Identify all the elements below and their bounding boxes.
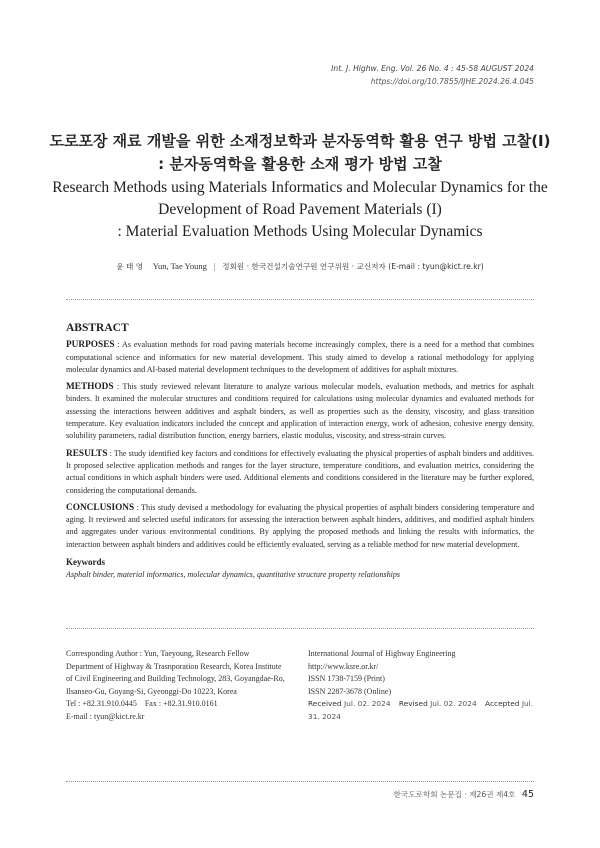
footer-journal-volume: 한국도로학회 논문집 · 제26권 제4호 bbox=[393, 790, 516, 799]
journal-citation: Int. J. Highw. Eng. Vol. 26 No. 4 : 45-58 AUGUST 2024 bbox=[331, 64, 534, 73]
author-affiliation: 정회원 · 한국건설기술연구원 연구위원 · 교신저자 (E-mail : tyun@kict.re.kr) bbox=[222, 262, 484, 271]
revised-label: Revised bbox=[398, 699, 428, 709]
journal-header bbox=[331, 62, 534, 88]
methods-paragraph bbox=[66, 381, 534, 442]
divider-bottom bbox=[66, 781, 534, 782]
conclusions-paragraph bbox=[66, 502, 534, 551]
received-label: Received bbox=[308, 699, 342, 709]
english-title-line-3: : Material Evaluation Methods Using Molecular Dynamics bbox=[117, 223, 483, 240]
correspondence-block bbox=[66, 648, 306, 724]
fax-number: Fax : +82.31.910.0161 bbox=[144, 699, 218, 709]
issn-online: ISSN 2287-3678 (Online) bbox=[308, 686, 392, 696]
journal-name: International Journal of Highway Engineering bbox=[308, 649, 456, 658]
purposes-paragraph bbox=[66, 339, 534, 376]
publication-dates bbox=[308, 698, 538, 723]
journal-url[interactable]: http://www.ksre.or.kr/ bbox=[308, 661, 379, 671]
conclusions-text: : This study devised a methodology for evaluating the physical properties of asphalt binders considering temperature and aging. It reviewed and selected useful indicators for assessing the interaction between asphalt binders, additives, and modified asphalt binders and aggregates under various environmental conditions. By applying the proposed methods and linking the results with informatics, the interaction between asphalt binders and additives could be efficiently evaluated, serving as a reliable method for new material development. bbox=[66, 502, 534, 549]
english-title-line-2: Development of Road Pavement Materials (I) bbox=[158, 201, 442, 218]
purposes-label: PURPOSES bbox=[66, 340, 115, 351]
correspondence-line-2: Department of Highway & Trasnporation Research, Korea Institute bbox=[66, 661, 282, 671]
abstract-section bbox=[66, 322, 534, 582]
author-separator: | bbox=[213, 262, 216, 271]
conclusions-label: CONCLUSIONS bbox=[66, 502, 135, 513]
results-paragraph bbox=[66, 448, 534, 497]
correspondence-line-3: of Civil Engineering and Building Technology, 283, Goyangdae-Ro, bbox=[66, 674, 285, 684]
author-name-korean: 윤 태 영 bbox=[116, 262, 144, 271]
page-footer bbox=[394, 789, 534, 800]
issn-print: ISSN 1738-7159 (Print) bbox=[308, 674, 385, 684]
keywords-heading: Keywords bbox=[66, 557, 105, 568]
author-line bbox=[0, 261, 600, 272]
received-date: Jul. 02. 2024 bbox=[344, 699, 391, 709]
page-number: 45 bbox=[521, 789, 534, 800]
keywords-list: Asphalt binder, material informatics, molecular dynamics, quantitative structure property relationships bbox=[66, 570, 401, 580]
korean-title bbox=[0, 130, 600, 176]
revised-date: Jul. 02. 2024 bbox=[430, 699, 477, 709]
abstract-heading: ABSTRACT bbox=[66, 322, 129, 334]
english-title-line-1: Research Methods using Materials Informatics and Molecular Dynamics for the bbox=[52, 179, 548, 196]
divider-top bbox=[66, 299, 534, 300]
korean-title-line-1: 도로포장 재료 개발을 위한 소재정보학과 분자동역학 활용 연구 방법 고찰(I) bbox=[49, 132, 551, 150]
correspondence-email[interactable]: E-mail : tyun@kict.re.kr bbox=[66, 711, 145, 721]
korean-title-line-2: : 분자동역학을 활용한 소재 평가 방법 고찰 bbox=[158, 155, 442, 173]
contact-phone-fax bbox=[66, 698, 306, 711]
purposes-text: : As evaluation methods for road paving materials become increasingly complex, there is a need for a method that combines computational science and informatics for new material development. This study aimed to develop a rational methodology for applying molecular dynamics and AI-based material development techniques to the development of additives for asphalt mixtures. bbox=[66, 340, 534, 374]
accepted-label: Accepted bbox=[485, 699, 520, 709]
correspondence-line-1: Corresponding Author : Yun, Taeyoung, Research Fellow bbox=[66, 649, 250, 658]
divider-middle bbox=[66, 628, 534, 629]
accepted-date: Jul. 31. 2024 bbox=[308, 699, 534, 721]
tel-number: Tel : +82.31.910.0445 bbox=[66, 699, 137, 709]
correspondence-line-4: Ilsanseo-Gu, Goyang-Si, Gyeonggi-Do 10223, Korea bbox=[66, 686, 237, 696]
results-text: : The study identified key factors and conditions for effectively evaluating the physical properties of asphalt binders and additives. It proposed selective application methods and ranges for the layer structure, temperature conditions, and evaluation metrics, considering the actual conditions in which asphalt binders were used. Additional elements and conditions considered in the literature may be further explored, considering the computational demands. bbox=[66, 448, 534, 495]
results-label: RESULTS bbox=[66, 448, 108, 459]
methods-label: METHODS bbox=[66, 382, 114, 393]
journal-info-block bbox=[308, 648, 538, 724]
doi-link[interactable]: https://doi.org/10.7855/IJHE.2024.26.4.045 bbox=[370, 77, 534, 86]
english-title bbox=[0, 177, 600, 243]
author-name-english: Yun, Tae Young bbox=[152, 261, 207, 271]
methods-text: : This study reviewed relevant literature to analyze various molecular models, evaluation methods, and metrics for asphalt binders. It examined the molecular structures and conditions required for calculations using molecular dynamics and evaluated methods for assessing the interactions between additives and asphalt binders, as well as properties such as the density, viscosity, and glass transition temperature. Key evaluation indicators included the concept and application of interaction energy, work of adhesion, cohesive energy density, solubility parameters, radial distribution function, energy barriers, elastic modulus, viscosity, and stress-strain curves. bbox=[66, 382, 534, 441]
